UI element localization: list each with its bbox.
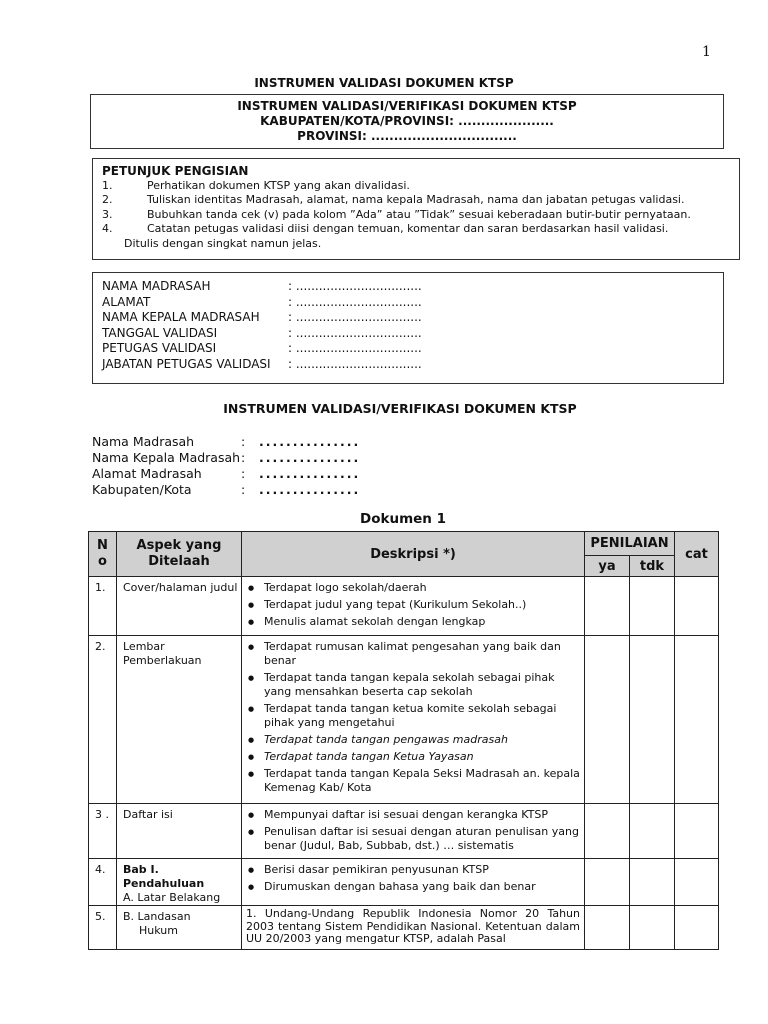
instruction-number: 1. [102, 178, 113, 192]
header-penilaian: PENILAIAN [585, 532, 675, 556]
cell-tdk[interactable] [630, 906, 675, 950]
law-list-item: 1. Undang-Undang Republik Indonesia Nomor 20 Tahun 2003 tentang Sistem Pendidikan Nasional. Ketentuan dalam UU 20/2003 yang mengatur KTSP, adalah Pasal [246, 907, 580, 945]
table-row [89, 804, 719, 859]
cell-ya[interactable] [585, 804, 630, 859]
table-row [89, 906, 719, 950]
document-header-title: INSTRUMEN VALIDASI DOKUMEN KTSP [254, 76, 514, 90]
header-deskripsi: Deskripsi *) [242, 532, 585, 577]
identity-value: : ................................. [288, 294, 422, 309]
row-deskripsi [242, 906, 585, 950]
description-item: ● Terdapat tanda tangan Kepala Seksi Madrasah an. kepala Kemenag Kab/ Kota [248, 767, 580, 795]
info-value: ............... [259, 434, 361, 449]
header-ya: ya [585, 556, 630, 577]
instruction-text: Tuliskan identitas Madrasah, alamat, nama kepala Madrasah, nama dan jabatan petugas validasi. [147, 193, 685, 206]
cell-tdk[interactable] [630, 636, 675, 804]
document-number-title: Dokumen 1 [360, 511, 446, 527]
instruction-text: Bubuhkan tanda cek (v) pada kolom ”Ada” atau ”Tidak” sesuai keberadaan butir-butir pernyataan. [147, 207, 691, 221]
instruction-number: 2. [102, 193, 113, 206]
identity-box [92, 272, 724, 384]
row-deskripsi [242, 859, 585, 906]
identity-label: ALAMAT [102, 294, 151, 309]
info-row [92, 434, 360, 450]
info-label: Nama Madrasah [92, 434, 195, 449]
cell-cat[interactable] [675, 577, 719, 636]
row-aspek [117, 859, 242, 906]
instruction-text: Perhatikan dokumen KTSP yang akan divalidasi. [147, 178, 410, 192]
identity-value: : ................................. [288, 310, 422, 324]
identity-row [102, 341, 723, 357]
instruction-number: 3. [102, 207, 113, 221]
header-tdk: tdk [630, 556, 675, 577]
row-aspek: Cover/halaman judul [117, 577, 242, 636]
aspek-line: B. Landasan [123, 910, 191, 923]
row-number: 3 . [89, 804, 117, 859]
row-aspek [117, 906, 242, 950]
info-value: ............... [259, 482, 361, 497]
school-info [92, 434, 360, 498]
description-item: ● Terdapat tanda tangan pengawas madrasah [248, 733, 580, 747]
header-cat: cat [675, 532, 719, 577]
row-aspek: Daftar isi [117, 804, 242, 859]
header-no [89, 532, 117, 577]
cell-ya[interactable] [585, 906, 630, 950]
info-colon: : [241, 466, 246, 481]
instruction-item [102, 222, 739, 237]
table-row [89, 636, 719, 804]
info-row [92, 466, 360, 482]
row-number: 2. [89, 636, 117, 804]
cell-ya[interactable] [585, 859, 630, 906]
heading-line-2: KABUPATEN/KOTA/PROVINSI: ..................... [260, 114, 554, 128]
cell-tdk[interactable] [630, 859, 675, 906]
identity-row [102, 310, 723, 326]
info-value: ............... [259, 450, 361, 465]
description-item: ● Terdapat judul yang tepat (Kurikulum Sekolah..) [248, 598, 580, 612]
identity-row [102, 295, 723, 311]
cell-tdk[interactable] [630, 577, 675, 636]
identity-value: : ................................. [288, 325, 422, 340]
instruction-text: Catatan petugas validasi diisi dengan temuan, komentar dan saran berdasarkan hasil validasi. [147, 222, 669, 235]
description-item: ● Berisi dasar pemikiran penyusunan KTSP [248, 863, 580, 877]
info-colon: : [241, 434, 246, 449]
header-aspek: Aspek yang Ditelaah [117, 532, 242, 577]
info-label: Kabupaten/Kota [92, 482, 192, 497]
description-item: ● Mempunyai daftar isi sesuai dengan kerangka KTSP [248, 808, 580, 822]
identity-value: : ................................. [288, 341, 422, 355]
instruction-item [102, 208, 739, 223]
info-row [92, 482, 360, 498]
validation-table [88, 531, 719, 950]
aspek-line: Hukum [139, 924, 178, 937]
table-row [89, 859, 719, 906]
identity-label: NAMA KEPALA MADRASAH [102, 310, 260, 324]
row-number: 5. [89, 906, 117, 950]
info-colon: : [241, 450, 246, 465]
description-item: ● Terdapat logo sekolah/daerah [248, 581, 580, 595]
section-title: INSTRUMEN VALIDASI/VERIFIKASI DOKUMEN KTSP [223, 401, 577, 416]
identity-row [102, 326, 723, 342]
description-item: ● Dirumuskan dengan bahasa yang baik dan benar [248, 880, 580, 894]
identity-label: JABATAN PETUGAS VALIDASI [102, 356, 271, 371]
table-row [89, 577, 719, 636]
info-label: Nama Kepala Madrasah [92, 450, 241, 465]
page-number: 1 [702, 44, 711, 60]
aspek-bab-title: Pendahuluan [123, 877, 205, 890]
cell-cat[interactable] [675, 804, 719, 859]
info-colon: : [241, 482, 246, 497]
cell-tdk[interactable] [630, 804, 675, 859]
info-row [92, 450, 360, 466]
aspek-bab: Bab I. [123, 863, 159, 876]
row-aspek: Lembar Pemberlakuan [117, 636, 242, 804]
identity-value: : ................................. [288, 279, 422, 293]
instruction-item [102, 193, 739, 208]
description-item: ● Penulisan daftar isi sesuai dengan aturan penulisan yang benar (Judul, Bab, Subbab, dst.) … sistematis [248, 825, 580, 853]
heading-line-3: PROVINSI: ................................ [297, 129, 517, 143]
row-number: 4. [89, 859, 117, 906]
heading-box [90, 94, 724, 149]
cell-cat[interactable] [675, 636, 719, 804]
description-item: ● Terdapat tanda tangan kepala sekolah sebagai pihak yang mensahkan beserta cap sekolah [248, 671, 580, 699]
description-item: ● Terdapat rumusan kalimat pengesahan yang baik dan benar [248, 640, 580, 668]
header-no-label: N o [97, 538, 108, 569]
cell-ya[interactable] [585, 636, 630, 804]
row-deskripsi [242, 636, 585, 804]
instruction-number: 4. [102, 222, 113, 235]
identity-row [102, 279, 723, 295]
row-deskripsi [242, 804, 585, 859]
description-item: ● Menulis alamat sekolah dengan lengkap [248, 615, 580, 629]
description-item: ● Terdapat tanda tangan Ketua Yayasan [248, 750, 580, 764]
aspek-subsection: A. Latar Belakang [123, 891, 221, 904]
identity-label: PETUGAS VALIDASI [102, 341, 217, 355]
info-label: Alamat Madrasah [92, 466, 202, 481]
instruction-continuation: Ditulis dengan singkat namun jelas. [124, 236, 322, 250]
cell-cat[interactable] [675, 906, 719, 950]
instructions-heading: PETUNJUK PENGISIAN [102, 164, 249, 178]
identity-row [102, 357, 723, 373]
cell-ya[interactable] [585, 577, 630, 636]
instruction-item [102, 179, 739, 194]
identity-label: NAMA MADRASAH [102, 279, 211, 293]
instructions-box [92, 158, 740, 260]
cell-cat[interactable] [675, 859, 719, 906]
identity-label: TANGGAL VALIDASI [102, 325, 218, 340]
info-value: ............... [259, 466, 361, 481]
row-number: 1. [89, 577, 117, 636]
description-item: ● Terdapat tanda tangan ketua komite sekolah sebagai pihak yang mengetahui [248, 702, 580, 730]
identity-value: : ................................. [288, 356, 422, 371]
row-deskripsi [242, 577, 585, 636]
heading-line-1: INSTRUMEN VALIDASI/VERIFIKASI DOKUMEN KTSP [237, 99, 577, 113]
